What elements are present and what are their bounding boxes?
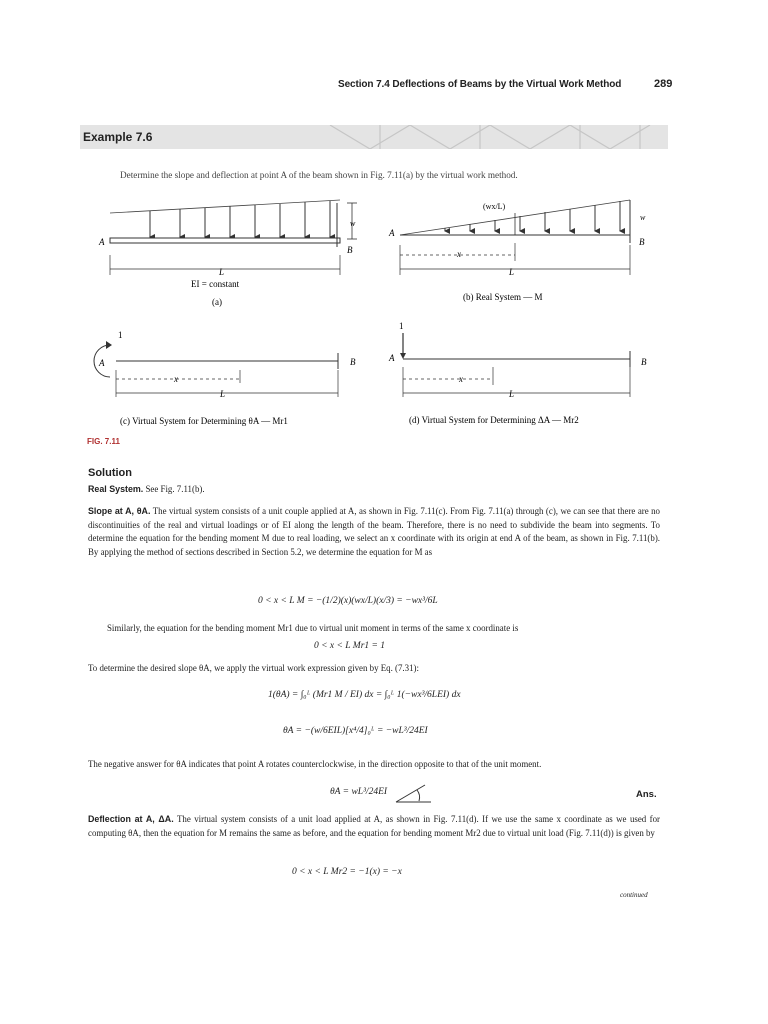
answer-equation: θA = wL³/24EI	[330, 787, 388, 797]
fig-b-caption: (b) Real System — M	[463, 292, 543, 302]
fig-d-B: B	[641, 357, 647, 367]
fig-d-A: A	[389, 353, 395, 363]
fig-a-B: B	[347, 245, 353, 255]
deflection-label: Deflection at A, ΔA.	[88, 814, 174, 824]
fig-c-B: B	[350, 357, 356, 367]
page-number: 289	[654, 78, 673, 90]
equation-3: 1(θA) = ∫₀ᴸ (Mr1 M / EI) dx = ∫₀ᴸ 1(−wx³/6LEI) dx	[268, 690, 461, 700]
example-title: Example 7.6	[83, 130, 153, 144]
figure-b	[385, 195, 665, 310]
slope-paragraph	[88, 505, 660, 559]
deflection-paragraph	[88, 813, 660, 840]
fig-c-caption: (c) Virtual System for Determining θA — Mr1	[120, 416, 288, 426]
ans-label: Ans.	[636, 789, 657, 800]
running-header: Section 7.4 Deflections of Beams by the Virtual Work Method	[338, 79, 622, 90]
fig-b-load-label: (wx/L)	[483, 202, 506, 211]
equation-4: θA = −(w/6EIL)[x⁴/4]₀ᴸ = −wL³/24EI	[283, 726, 428, 736]
fig-d-x: x	[459, 374, 463, 384]
equation-1: 0 < x < L M = −(1/2)(x)(wx/L)(x/3) = −wx³/6L	[258, 596, 438, 606]
fig-a-ei: EI = constant	[191, 279, 240, 289]
fig-c-x: x	[174, 374, 178, 384]
figure-c	[88, 325, 373, 430]
continued-note: continued	[620, 891, 648, 899]
banner-truss-graphic	[80, 125, 668, 149]
deflection-text: The virtual system consists of a unit load applied at A, as shown in Fig. 7.11(d). If we use the same x coordinate as we used for computing θA, then the equation for M remains the same as before, and the equation for bending moment Mr2 due to virtual unit load (Fig. 7.11(d)) is given by	[88, 814, 661, 838]
figure-label: FIG. 7.11	[87, 437, 120, 446]
equation-2: 0 < x < L Mr1 = 1	[314, 641, 386, 651]
negative-paragraph: The negative answer for θA indicates that point A rotates counterclockwise, in the direction opposite to that of the unit moment.	[88, 759, 542, 769]
fig-b-B: B	[639, 237, 645, 247]
fig-b-L: L	[509, 267, 515, 277]
figure-d	[385, 315, 670, 430]
example-banner	[80, 125, 668, 149]
real-system-paragraph	[88, 483, 660, 497]
solution-heading: Solution	[88, 467, 132, 479]
determine-paragraph: To determine the desired slope θA, we apply the virtual work expression given by Eq. (7.31):	[88, 663, 419, 673]
fig-c-A: A	[99, 358, 105, 368]
fig-c-1: 1	[118, 330, 123, 340]
fig-d-1: 1	[399, 321, 404, 331]
fig-a-L: L	[219, 267, 225, 277]
fig-a-w: w	[350, 219, 356, 228]
fig-d-caption: (d) Virtual System for Determining ΔA — Mr2	[409, 415, 579, 425]
similarly-paragraph: Similarly, the equation for the bending moment Mr1 due to virtual unit moment in terms of the same x coordinate is	[107, 623, 519, 633]
fig-b-w: w	[640, 213, 646, 222]
fig-a-caption: (a)	[212, 297, 222, 307]
figure-a	[95, 195, 375, 320]
problem-statement: Determine the slope and deflection at point A of the beam shown in Fig. 7.11(a) by the virtual work method.	[120, 170, 518, 180]
fig-b-A: A	[389, 228, 395, 238]
real-system-text: See Fig. 7.11(b).	[145, 484, 205, 494]
fig-a-A: A	[99, 237, 105, 247]
slope-label: Slope at A, θA.	[88, 506, 151, 516]
fig-b-x: x	[457, 249, 461, 259]
real-system-label: Real System.	[88, 484, 144, 494]
angle-rotation-icon	[393, 782, 435, 806]
fig-c-L: L	[220, 389, 226, 399]
slope-text: The virtual system consists of a unit couple applied at A, as shown in Fig. 7.11(c). From Fig. 7.11(a) through (c), we can see that there are no discontinuities of the real and virtual loadings or of EI along the length of the beam. Therefore, there is no need to subdivide the beam into segments. To determine the equation for the bending moment M due to real loading, we select an x coordinate with its origin at end A of the beam, as shown in Fig. 7.11(b). By applying the method of sections described in Section 5.2, we determine the equation for M as	[88, 506, 660, 557]
fig-d-L: L	[509, 389, 515, 399]
equation-5: 0 < x < L Mr2 = −1(x) = −x	[292, 867, 402, 877]
